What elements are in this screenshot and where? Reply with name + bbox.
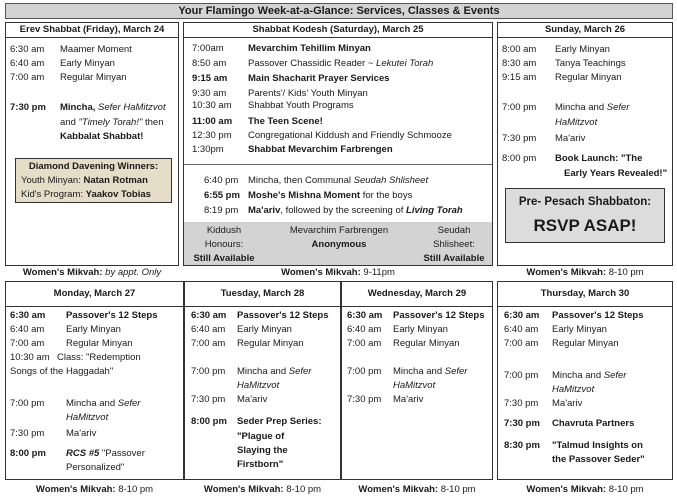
wednesday-header: Wednesday, March 29 [342, 282, 492, 307]
monday-class-label2: Songs of the Haggadah" [10, 366, 114, 377]
wednesday-mikvah [341, 484, 493, 496]
thursday-time-3: 7:00 am [504, 338, 539, 349]
monday-header: Monday, March 27 [6, 282, 183, 307]
monday-rcs-label2: "Passover [101, 448, 145, 459]
saturday-time-6: 11:00 am [192, 116, 233, 127]
saturday-evening-time-1: 6:40 pm [204, 175, 239, 186]
saturday-evening-time-3: 8:19 pm [204, 205, 239, 216]
thursday-talmud-time: 8:30 pm [504, 440, 540, 451]
winners-kids-label: Kid's Program: [21, 189, 86, 200]
tuesday-mincha-time: 7:00 pm [191, 366, 226, 377]
saturday-mikvah [183, 267, 493, 279]
honour-farbrengen-line2: Anonymous [311, 239, 367, 250]
wednesday-event-2: Early Minyan [393, 324, 448, 335]
wednesday-maariv: Ma'ariv [393, 394, 424, 405]
saturday-evening-3-label: Ma'ariv [248, 205, 281, 216]
tuesday-mikvah-label: Women's Mikvah: [203, 484, 284, 495]
wednesday-mikvah-value: 8-10 pm [438, 484, 476, 495]
thursday-mincha-c: HaMitzvot [552, 384, 595, 395]
monday-panel [5, 281, 184, 480]
sunday-book-label: Book Launch: "The [555, 153, 643, 164]
saturday-header: Shabbat Kodesh (Saturday), March 25 [184, 23, 492, 38]
thursday-mikvah [497, 484, 673, 496]
thursday-event-3: Regular Minyan [552, 338, 619, 349]
saturday-evening-time-2: 6:55 pm [204, 190, 240, 201]
saturday-event-8: Shabbat Mevarchim Farbrengen [248, 144, 393, 155]
tuesday-event-2: Early Minyan [237, 324, 292, 335]
sunday-book-label2: Early Years Revealed!" [564, 168, 668, 179]
honour-kiddush-line2: Honours: [204, 239, 244, 250]
thursday-talmud-label: "Talmud Insights on [552, 440, 643, 451]
tuesday-maariv-time: 7:30 pm [191, 394, 226, 405]
friday-time-3: 7:00 am [10, 72, 45, 83]
tuesday-mincha-b: Sefer [288, 366, 312, 377]
thursday-time-2: 6:40 am [504, 324, 539, 335]
friday-mincha-c: and [60, 117, 79, 128]
pesach-line2: RSVP ASAP! [533, 216, 637, 235]
saturday-evening-2 [248, 190, 412, 202]
friday-mincha-line1 [60, 102, 166, 114]
saturday-event-2 [248, 58, 433, 70]
friday-event-2: Early Minyan [60, 58, 115, 69]
sunday-mincha-b: Sefer [606, 102, 630, 113]
winners-kids [21, 189, 151, 201]
honour-kiddush-line1: Kiddush [206, 225, 242, 236]
saturday-evening-2-label: Moshe's Mishna Moment [248, 190, 361, 201]
monday-rcs-time: 8:00 pm [10, 448, 46, 459]
sunday-mikvah [497, 267, 673, 279]
friday-mincha-time: 7:30 pm [10, 102, 46, 113]
saturday-event-3: Main Shacharit Prayer Services [248, 73, 390, 84]
thursday-mincha-b: Sefer [603, 370, 627, 381]
winners-kids-name: Yaakov Tobias [85, 189, 151, 200]
wednesday-time-3: 7:00 am [347, 338, 382, 349]
monday-time-1: 6:30 am [10, 310, 46, 321]
winners-youth [21, 175, 148, 187]
thursday-maariv-time: 7:30 pm [504, 398, 539, 409]
diamond-winners-box [15, 158, 172, 203]
monday-rcs [66, 448, 145, 460]
monday-rcs-label: RCS #5 [66, 448, 102, 459]
monday-mikvah-label: Women's Mikvah: [35, 484, 116, 495]
saturday-evening-3 [248, 205, 463, 217]
tuesday-seder-label: Seder Prep Series: [237, 416, 322, 427]
sunday-book-time: 8:00 pm [502, 153, 537, 164]
winners-youth-name: Natan Rotman [83, 175, 148, 186]
monday-class-time: 10:30 am [10, 352, 50, 363]
tuesday-seder-label3: Slaying the [237, 445, 288, 456]
monday-mikvah-value: 8-10 pm [115, 484, 154, 495]
wednesday-mincha-a: Mincha and [393, 366, 445, 377]
saturday-evening-2-rest: for the boys [360, 190, 413, 201]
saturday-mikvah-label: Women's Mikvah: [281, 267, 361, 278]
monday-time-2: 6:40 am [10, 324, 45, 335]
sunday-mikvah-value: 8-10 pm [606, 267, 644, 278]
tuesday-mikvah [184, 484, 341, 496]
pesach-shabbaton-box [505, 188, 665, 243]
saturday-evening-3-italic: Living Torah [406, 205, 463, 216]
saturday-panel [183, 22, 493, 266]
thursday-mikvah-label: Women's Mikvah: [526, 484, 607, 495]
tuesday-maariv: Ma'ariv [237, 394, 268, 405]
tuesday-header: Tuesday, March 28 [185, 282, 340, 307]
sunday-event-2: Tanya Teachings [555, 58, 626, 69]
sunday-time-3: 9:15 am [502, 72, 537, 83]
sunday-time-2: 8:30 am [502, 58, 537, 69]
friday-mincha-f: Kabbalat Shabbat! [60, 131, 144, 142]
wednesday-time-2: 6:40 am [347, 324, 382, 335]
thursday-header: Thursday, March 30 [498, 282, 672, 307]
saturday-event-2-label: Passover Chassidic Reader ~ [248, 58, 377, 69]
wednesday-event-3: Regular Minyan [393, 338, 460, 349]
saturday-event-7: Congregational Kiddush and Friendly Schmooze [248, 130, 452, 141]
saturday-event-2-italic: Lekutei Torah [376, 58, 434, 69]
monday-maariv-time: 7:30 pm [10, 428, 45, 439]
monday-mincha-b: Sefer [117, 398, 141, 409]
saturday-evening-1-label: Mincha, then Communal [248, 175, 354, 186]
tuesday-mincha-a: Mincha and [237, 366, 289, 377]
wednesday-mincha-time: 7:00 pm [347, 366, 382, 377]
saturday-time-4: 9:30 am [192, 88, 227, 99]
monday-event-3: Regular Minyan [66, 338, 133, 349]
saturday-evening-3-rest: , followed by the screening of [280, 205, 407, 216]
saturday-time-3: 9:15 am [192, 73, 228, 84]
page-title: Your Flamingo Week-at-a-Glance: Services, Classes & Events [5, 3, 673, 19]
wednesday-mikvah-label: Women's Mikvah: [358, 484, 439, 495]
sunday-maariv-time: 7:30 pm [502, 133, 537, 144]
monday-class-label: Class: "Redemption [57, 352, 141, 363]
friday-panel [5, 22, 179, 266]
sunday-mincha-a: Mincha and [555, 102, 607, 113]
friday-event-3: Regular Minyan [60, 72, 127, 83]
friday-mikvah [5, 267, 179, 279]
wednesday-panel [341, 281, 493, 480]
sunday-mincha-time: 7:00 pm [502, 102, 537, 113]
tuesday-panel [184, 281, 341, 480]
monday-event-1: Passover's 12 Steps [66, 310, 158, 321]
sunday-event-3: Regular Minyan [555, 72, 622, 83]
wednesday-maariv-time: 7:30 pm [347, 394, 382, 405]
saturday-event-5: Shabbat Youth Programs [248, 100, 354, 111]
monday-time-3: 7:00 am [10, 338, 45, 349]
saturday-event-6: The Teen Scene! [248, 116, 323, 127]
friday-event-1: Maamer Moment [60, 44, 132, 55]
tuesday-event-1: Passover's 12 Steps [237, 310, 329, 321]
thursday-mincha [552, 370, 626, 382]
tuesday-time-3: 7:00 am [191, 338, 226, 349]
thursday-mincha-time: 7:00 pm [504, 370, 539, 381]
thursday-maariv: Ma'ariv [552, 398, 583, 409]
saturday-evening-1 [248, 175, 428, 187]
monday-mincha-c: HaMitzvot [66, 412, 109, 423]
friday-mincha-d: "Timely Torah!" [78, 117, 143, 128]
sunday-maariv: Ma'ariv [555, 133, 586, 144]
thursday-talmud-label2: the Passover Seder" [552, 454, 645, 465]
saturday-divider [184, 164, 492, 165]
monday-maariv: Ma'ariv [66, 428, 97, 439]
sunday-panel [497, 22, 673, 266]
thursday-panel [497, 281, 673, 480]
honour-seudah-line1: Seudah [437, 225, 471, 236]
saturday-time-5: 10:30 am [192, 100, 232, 111]
friday-mincha-e: then [142, 117, 164, 128]
sunday-event-1: Early Minyan [555, 44, 610, 55]
thursday-mincha-a: Mincha and [552, 370, 604, 381]
saturday-evening-1-italic: Seudah Shlisheet [353, 175, 429, 186]
saturday-time-2: 8:50 am [192, 58, 227, 69]
friday-mincha-b: Sefer HaMitzvot [98, 102, 166, 113]
thursday-chavruta-time: 7:30 pm [504, 418, 540, 429]
friday-mincha-a: Mincha, [60, 102, 99, 113]
monday-rcs-label3: Personalized" [66, 462, 125, 473]
tuesday-mincha [237, 366, 311, 378]
thursday-event-1: Passover's 12 Steps [552, 310, 644, 321]
friday-mikvah-value: by appt. Only [102, 267, 162, 278]
sunday-mincha-c: HaMitzvot [555, 117, 598, 128]
tuesday-mincha-c: HaMitzvot [237, 380, 280, 391]
saturday-event-4: Parents'/ Kids' Youth Minyan [248, 88, 368, 99]
thursday-event-2: Early Minyan [552, 324, 607, 335]
tuesday-seder-label2: "Plague of [237, 431, 285, 442]
wednesday-time-1: 6:30 am [347, 310, 383, 321]
tuesday-seder-time: 8:00 pm [191, 416, 227, 427]
saturday-time-1: 7:00am [192, 43, 224, 54]
tuesday-event-3: Regular Minyan [237, 338, 304, 349]
friday-time-1: 6:30 am [10, 44, 45, 55]
thursday-time-1: 6:30 am [504, 310, 540, 321]
wednesday-event-1: Passover's 12 Steps [393, 310, 485, 321]
tuesday-time-1: 6:30 am [191, 310, 227, 321]
saturday-mikvah-value: 9-11pm [360, 267, 395, 278]
monday-mincha [66, 398, 140, 410]
tuesday-time-2: 6:40 am [191, 324, 226, 335]
friday-time-2: 6:40 am [10, 58, 45, 69]
tuesday-seder-label4: Firstborn" [237, 459, 284, 470]
wednesday-mincha-c: HaMitzvot [393, 380, 436, 391]
saturday-time-8: 1:30pm [192, 144, 224, 155]
thursday-chavruta: Chavruta Partners [552, 418, 635, 429]
sunday-mikvah-label: Women's Mikvah: [526, 267, 607, 278]
wednesday-mincha [393, 366, 467, 378]
winners-title: Diamond Davening Winners: [28, 161, 159, 172]
honour-kiddush-line3: Still Available [193, 253, 255, 264]
monday-mikvah [5, 484, 184, 496]
sunday-header: Sunday, March 26 [498, 23, 672, 38]
tuesday-mikvah-value: 8-10 pm [283, 484, 322, 495]
saturday-event-1: Mevarchim Tehillim Minyan [248, 43, 371, 54]
monday-mincha-time: 7:00 pm [10, 398, 45, 409]
honour-seudah-line2: Shlisheet: [433, 239, 475, 250]
monday-mincha-a: Mincha and [66, 398, 118, 409]
saturday-time-7: 12:30 pm [192, 130, 232, 141]
thursday-mikvah-value: 8-10 pm [606, 484, 644, 495]
wednesday-mincha-b: Sefer [444, 366, 468, 377]
pesach-line1: Pre- Pesach Shabbaton: [518, 196, 652, 208]
honour-seudah-line3: Still Available [423, 253, 485, 264]
friday-mikvah-label: Women's Mikvah: [22, 267, 103, 278]
monday-event-2: Early Minyan [66, 324, 121, 335]
sunday-time-1: 8:00 am [502, 44, 537, 55]
friday-mincha-line2 [60, 117, 164, 129]
friday-header: Erev Shabbat (Friday), March 24 [6, 23, 178, 38]
sunday-mincha [555, 102, 629, 114]
winners-youth-label: Youth Minyan: [21, 175, 84, 186]
honour-farbrengen-line1: Mevarchim Farbrengen [289, 225, 389, 236]
